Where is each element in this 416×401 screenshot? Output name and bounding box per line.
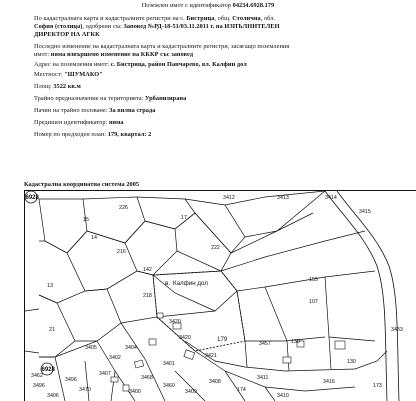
cadastre-line-3: ДИРЕКТОР НА АГКК xyxy=(34,31,100,38)
parcel-label: 15 xyxy=(83,217,89,223)
parcel-label: 3406 xyxy=(47,393,59,399)
grid-corner-label: 6928 xyxy=(25,195,39,201)
area-value: 3522 кв.м xyxy=(53,83,81,90)
prev-plan-line xyxy=(34,131,151,139)
place-name: Калфин дол xyxy=(173,280,208,287)
last-change-line: Последно изменение на кадастралната карта и кадастралните регистри, засягащо поземления xyxy=(34,43,290,50)
last-change-value-line xyxy=(34,51,193,59)
locality-value: "ШУМАКО" xyxy=(64,71,103,78)
parcel-label: 173 xyxy=(373,383,382,389)
parcel-label: 130 xyxy=(347,359,356,365)
parcel-label: 3400 xyxy=(129,389,141,395)
address-line xyxy=(34,61,247,69)
cadastral-map-drawing xyxy=(25,191,416,401)
parcel-label: 3496 xyxy=(65,377,77,383)
plot-id-line xyxy=(0,2,416,10)
parcel-label: 3413 xyxy=(277,195,289,201)
area-line xyxy=(34,83,81,91)
prev-plan-value: 179, квартал: 2 xyxy=(107,131,152,138)
line1-prefix: По кадастралната карта и кадастралните регистри на с. xyxy=(34,15,185,22)
parcel-label: 174 xyxy=(237,387,246,393)
cadastre-line-2 xyxy=(34,23,280,31)
parcel-label: 21 xyxy=(49,327,55,333)
usage-line xyxy=(34,107,155,115)
last-change-value: няма извършено изменение на КККР със заповед xyxy=(50,51,194,58)
parcel-label: 13 xyxy=(47,283,53,289)
parcel-label: 107 xyxy=(309,299,318,305)
parcel-label: 3460 xyxy=(163,383,175,389)
parcel-label: 3408 xyxy=(209,379,221,385)
parcel-label: 3414 xyxy=(325,195,337,201)
parcel-label: 3457 xyxy=(259,341,271,347)
cadastral-map xyxy=(24,190,416,401)
parcel-label: 3401 xyxy=(163,361,175,367)
usage-label: Начин на трайно ползване: xyxy=(34,107,108,114)
parcel-label: 218 xyxy=(143,293,152,299)
plot-id: 04234.6928.179 xyxy=(232,2,275,9)
locality-label: Местност: xyxy=(34,71,63,78)
parcel-label: 17 xyxy=(181,215,187,221)
locality-line xyxy=(34,71,103,79)
parcel-label: 130 xyxy=(291,339,300,345)
village-name: Бистрица xyxy=(186,15,215,22)
prev-id-label: Предишен идентификатор: xyxy=(34,119,108,126)
parcel-label: 3404 xyxy=(125,345,137,351)
approval-order: Заповед №РД-18-51/03.11.2011 г. на ИЗПЪЛНИТЕЛЕН xyxy=(123,23,280,30)
parcel-label: 3402 xyxy=(109,355,121,361)
parcel-label: 3412 xyxy=(223,195,235,201)
parcel-label: 3411 xyxy=(257,375,269,381)
line1-suffix: , обл. xyxy=(260,15,276,22)
parcel-numbers xyxy=(31,195,403,399)
parcel-label: 14 xyxy=(91,235,97,241)
purpose-label: Трайно предназначение на територията: xyxy=(34,95,144,102)
parcel-label: 216 xyxy=(117,249,126,255)
region-name: София (столица) xyxy=(34,23,83,30)
parcel-label: 142 xyxy=(143,267,152,273)
parcel-label: 222 xyxy=(211,245,220,251)
parcel-label: 3407 xyxy=(99,371,111,377)
usage-value: За вилна сграда xyxy=(109,107,156,114)
address-label: Адрес на поземления имот: xyxy=(34,61,110,68)
parcel-label: 3496 xyxy=(33,383,45,389)
grid-corner-label-bottom: 6928 xyxy=(41,367,55,373)
parcel-label: 3433 xyxy=(391,327,403,333)
parcel-label: 3468 xyxy=(141,375,153,381)
cadastre-line-1 xyxy=(34,15,275,23)
plot-id-label: Поземлен имот с идентификатор xyxy=(141,2,231,9)
line1-mid: , общ. xyxy=(214,15,231,22)
area-label: Площ: xyxy=(34,83,52,90)
purpose-value: Урбанизирана xyxy=(144,95,187,102)
prev-id-value: няма xyxy=(108,119,124,126)
parcel-label: 3409 xyxy=(185,389,197,395)
prev-id-line xyxy=(34,119,124,127)
address-value: с. Бистрица, район Панчарево, вл. Калфин дол xyxy=(110,61,247,68)
parcel-label: 3462 xyxy=(31,373,43,379)
prev-plan-label: Номер по предходен план: xyxy=(34,131,107,138)
parcel-label: 3421 xyxy=(205,353,217,359)
parcel-label: 3410 xyxy=(277,393,289,399)
parcel-label: 3405 xyxy=(85,345,97,351)
parcel-label: 3470 xyxy=(79,387,91,393)
parcel-label: 3420 xyxy=(169,319,181,325)
municipality-name: Столична xyxy=(232,15,261,22)
place-prefix: в. xyxy=(165,280,171,287)
parcel-label: 3415 xyxy=(359,209,371,215)
parcel-label: 3416 xyxy=(323,379,335,385)
parcel-boundaries xyxy=(25,191,399,401)
parcel-label: 155 xyxy=(309,277,318,283)
line2-mid: , одобрени със xyxy=(82,23,122,30)
grid-corner-marker-bottom xyxy=(41,363,56,375)
parcel-label: 3420 xyxy=(179,335,191,341)
last-change-prefix: имот: xyxy=(34,51,50,58)
parcel-label: 226 xyxy=(119,205,128,211)
parcel-label: 179 xyxy=(217,336,228,343)
purpose-line xyxy=(34,95,186,103)
crs-label: Кадастрална координатна система 2005 xyxy=(24,181,140,188)
grid-corner-marker xyxy=(25,191,40,203)
